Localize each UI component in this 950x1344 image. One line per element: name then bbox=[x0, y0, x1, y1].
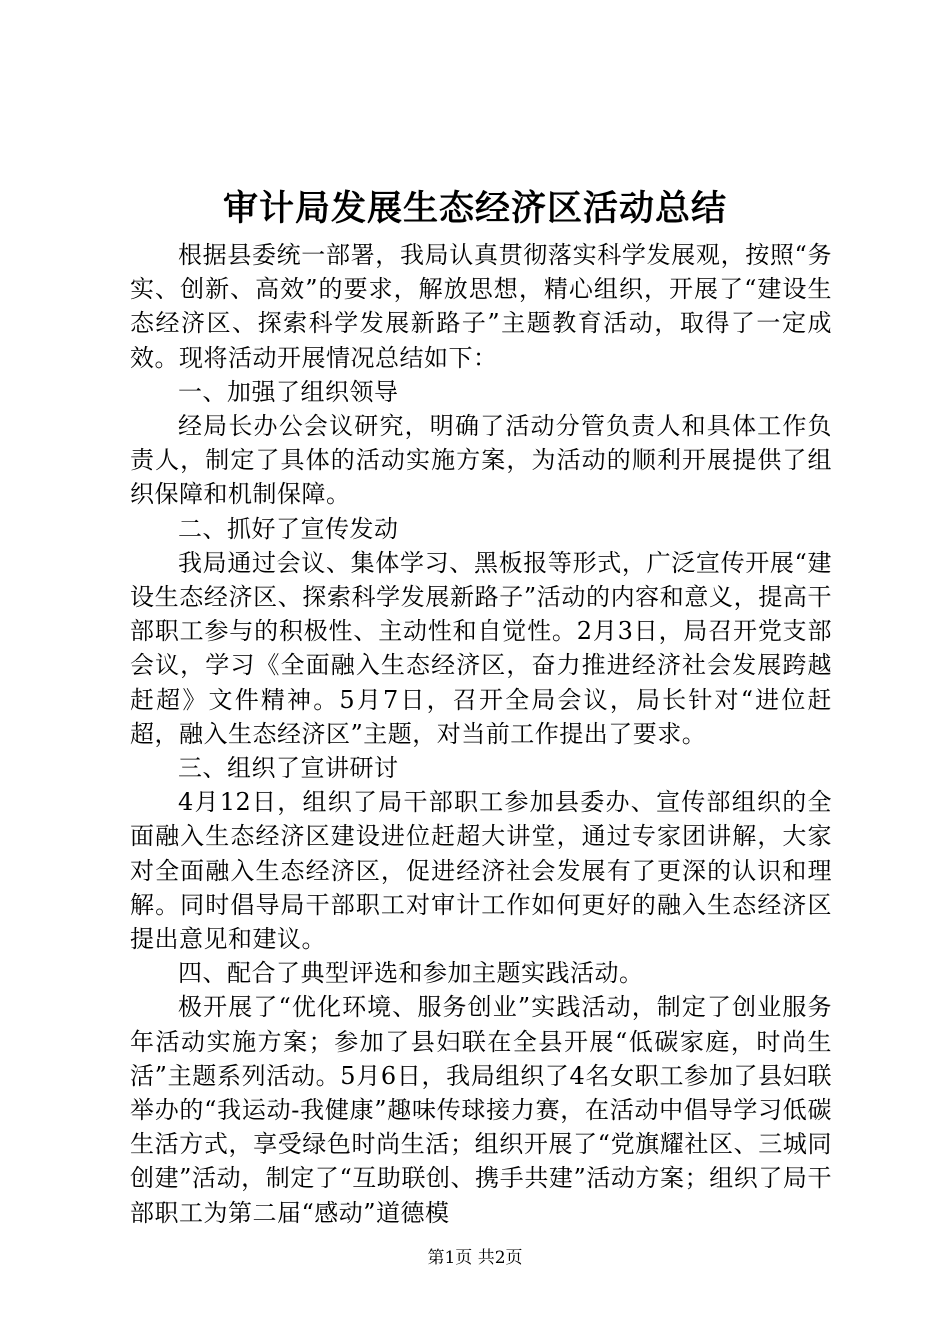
section-heading-3: 三、组织了宣讲研讨 bbox=[178, 754, 399, 783]
section-body-4: 极开展了“优化环境、服务创业”实践活动，制定了创业服务年活动实施方案；参加了县妇联在全县开展“低碳家庭，时尚生活”主题系列活动。5月6日，我局组织了4名女职工参加了县妇联举办的“我运动-我健康”趣味传球接力赛，在活动中倡导学习低碳生活方式，享受绿色时尚生活；组织开展了“党旗耀社区、三城同创建”活动，制定了“互助联创、携手共建”活动方案；组织了局干部职工为第二届“感动”道德模 bbox=[130, 993, 832, 1227]
document-title: 审计局发展生态经济区活动总结 bbox=[222, 188, 727, 229]
page-number-footer: 第1页 共2页 bbox=[427, 1248, 523, 1268]
document-body bbox=[130, 238, 832, 1230]
section-body-1: 经局长办公会议研究，明确了活动分管负责人和具体工作负责人，制定了具体的活动实施方案，为活动的顺利开展提供了组织保障和机制保障。 bbox=[130, 412, 832, 509]
section-body-2: 我局通过会议、集体学习、黑板报等形式，广泛宣传开展“建设生态经济区、探索科学发展新路子”活动的内容和意义，提高干部职工参与的积极性、主动性和自觉性。2月3日，局召开党支部会议，学习《全面融入生态经济区，奋力推进经济社会发展跨越赶超》文件精神。5月7日，召开全局会议，局长针对“进位赶超，融入生态经济区”主题，对当前工作提出了要求。 bbox=[130, 548, 832, 748]
section-heading-1: 一、加强了组织领导 bbox=[178, 377, 399, 406]
section-body-3: 4月12日，组织了局干部职工参加县委办、宣传部组织的全面融入生态经济区建设进位赶超大讲堂，通过专家团讲解，大家对全面融入生态经济区，促进经济社会发展有了更深的认识和理解。同时倡导局干部职工对审计工作如何更好的融入生态经济区提出意见和建议。 bbox=[130, 788, 832, 954]
section-heading-2: 二、抓好了宣传发动 bbox=[178, 514, 399, 543]
intro-paragraph: 根据县委统一部署，我局认真贯彻落实科学发展观，按照“务实、创新、高效”的要求，解放思想，精心组织，开展了“建设生态经济区、探索科学发展新路子”主题教育活动，取得了一定成效。现将活动开展情况总结如下： bbox=[130, 241, 832, 372]
section-heading-4: 四、配合了典型评选和参加主题实践活动。 bbox=[178, 959, 644, 988]
